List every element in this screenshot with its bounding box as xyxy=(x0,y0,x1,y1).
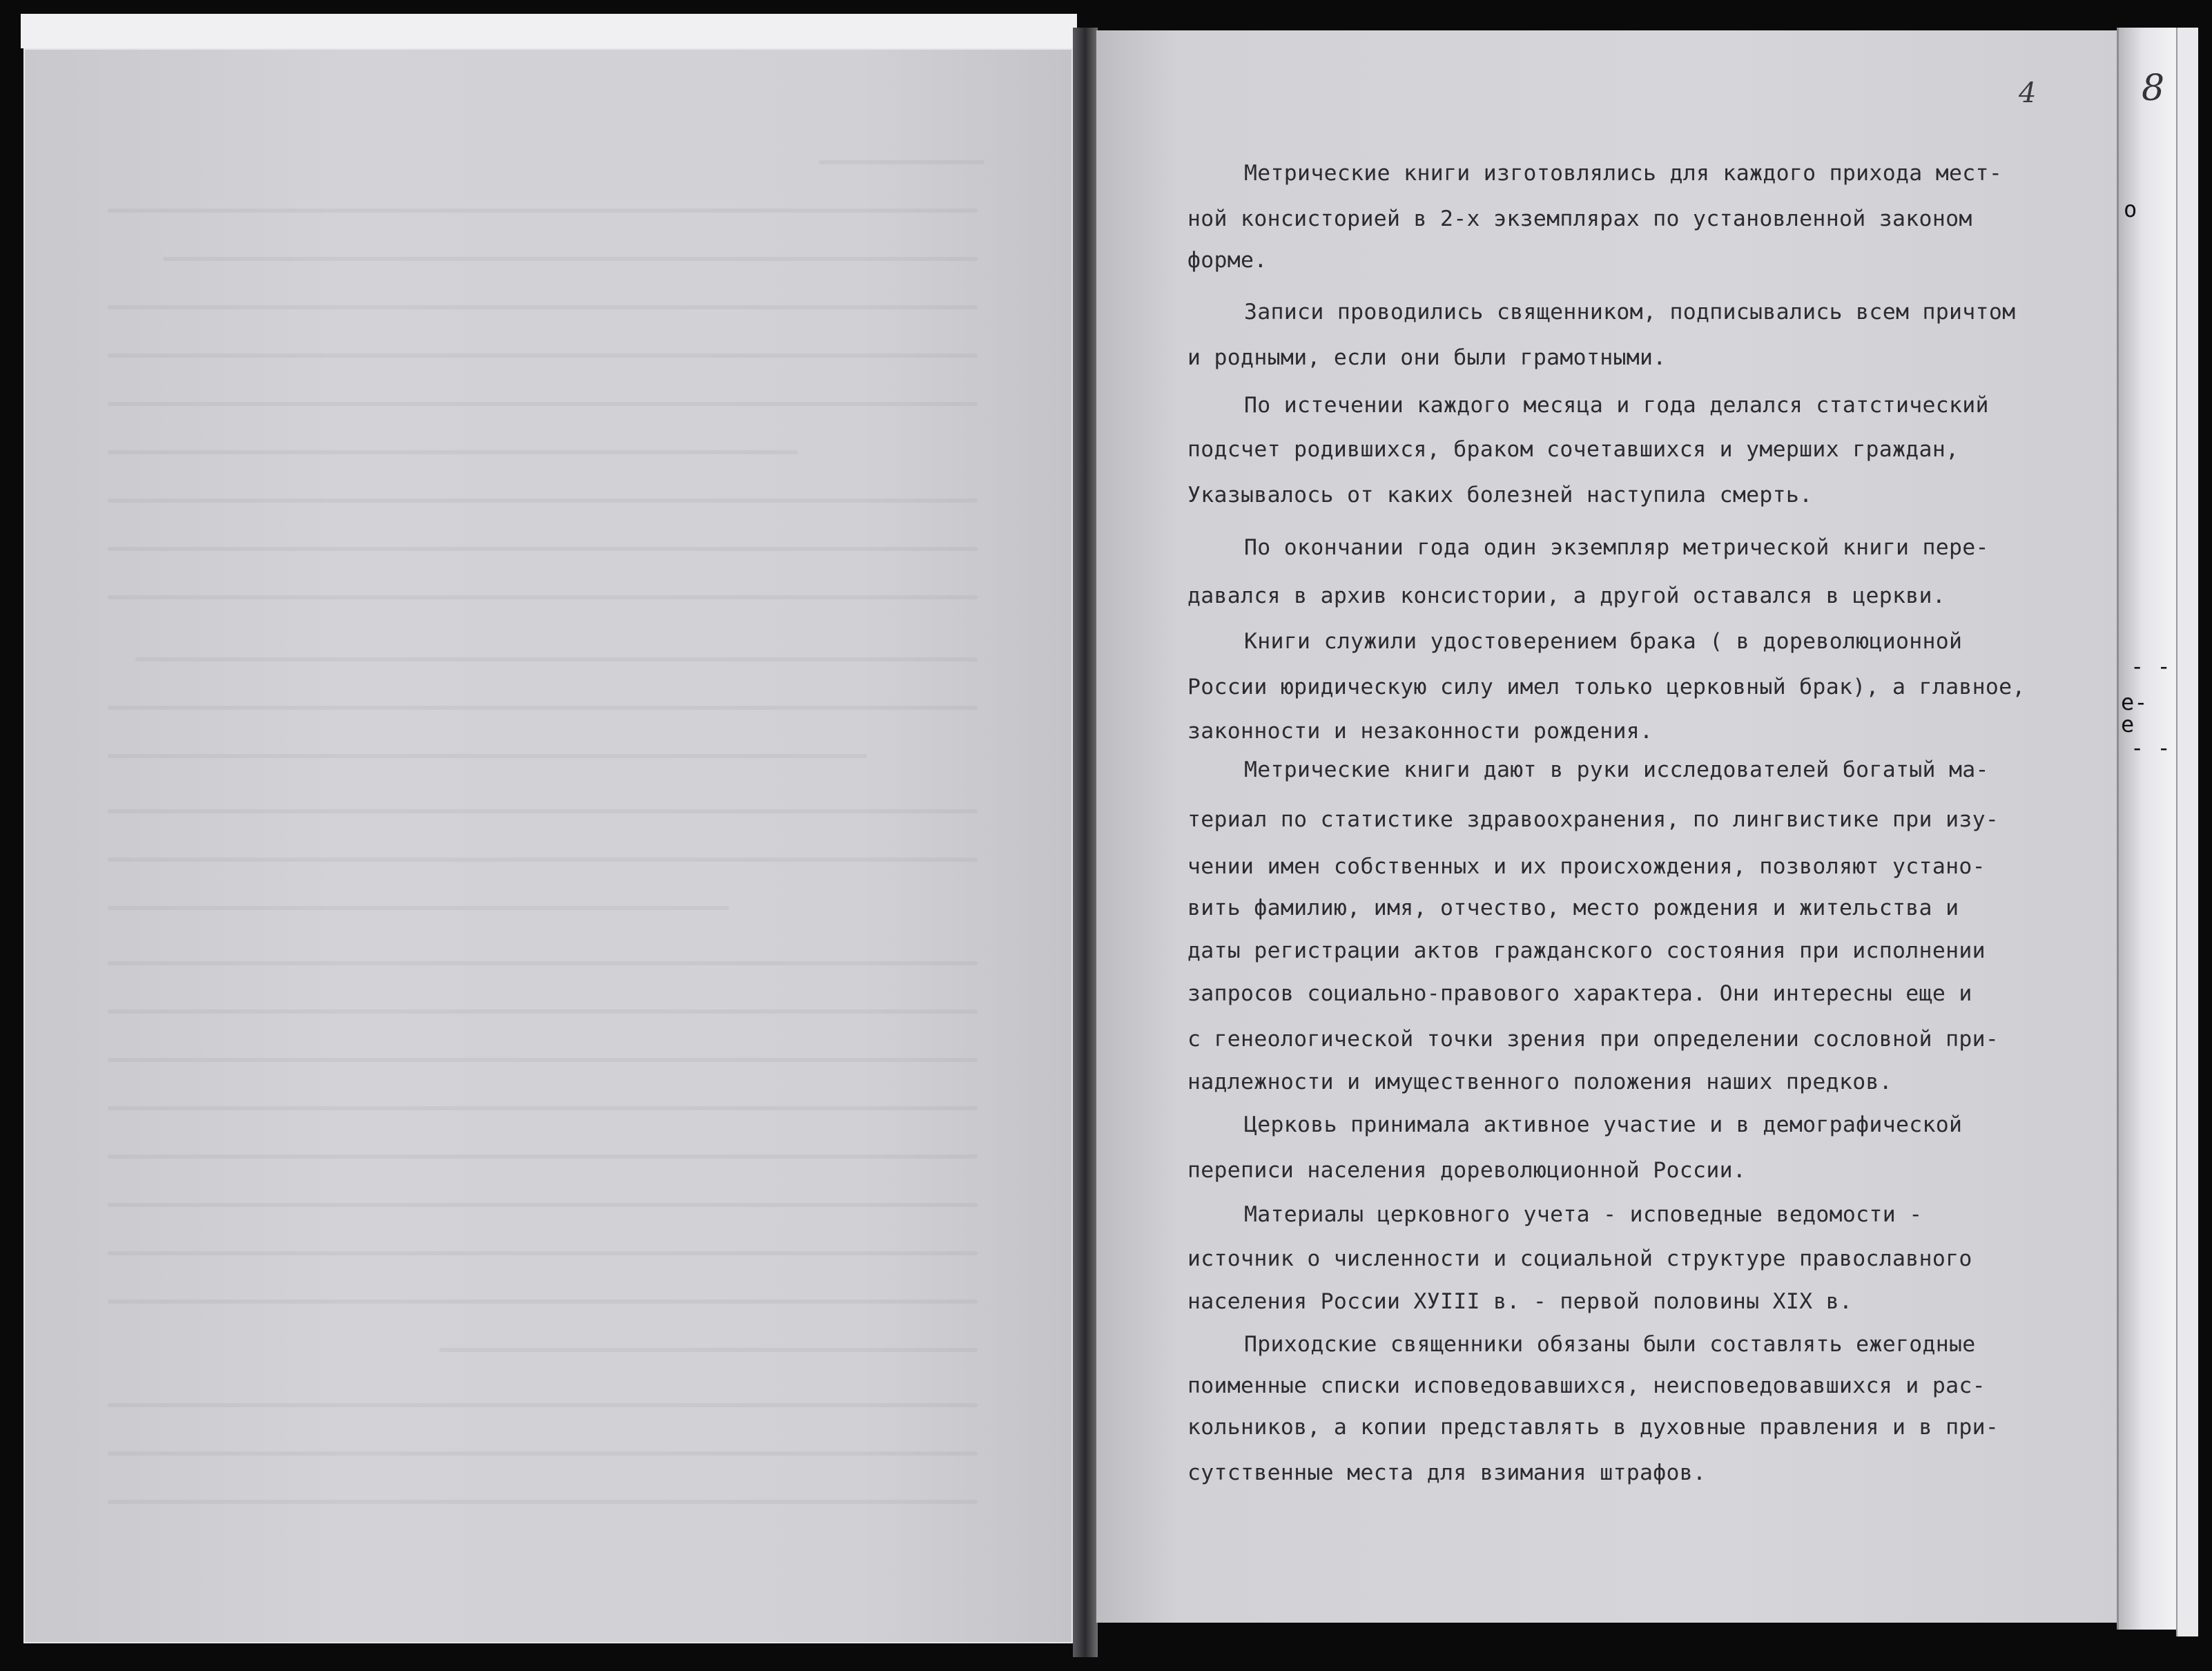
text-line: России юридическую силу имел только церковный брак), а главное, xyxy=(1187,675,2026,699)
text-line: Церковь принимала активное участие и в демографической xyxy=(1244,1112,1963,1137)
page-number: 4 xyxy=(2019,77,2037,109)
margin-mark: о xyxy=(2124,196,2137,222)
text-line: Материалы церковного учета - исповедные ведомости - xyxy=(1244,1202,1923,1227)
text-line: териал по статистике здравоохранения, по лингвистике при изу- xyxy=(1187,807,1999,832)
text-line: переписи населения дореволюционной России. xyxy=(1187,1158,1747,1183)
typed-text-block xyxy=(1187,0,2113,1671)
text-line: чении имен собственных и их происхождения, позволяют устано- xyxy=(1187,854,1986,879)
left-page-top-edge xyxy=(21,14,1077,48)
text-line: Книги служили удостоверением брака ( в дореволюционной xyxy=(1244,629,1963,654)
text-line: Записи проводились священником, подписывались всем причтом xyxy=(1244,300,2016,325)
left-facing-page xyxy=(23,48,1073,1643)
text-line: вить фамилию, имя, отчество, место рождения и жительства и xyxy=(1187,896,1959,920)
text-line: поименные списки исповедовавшихся, неисповедовавшихся и рас- xyxy=(1187,1373,1986,1398)
text-line: источник о численности и социальной структуре православного xyxy=(1187,1246,1972,1271)
page-gutter xyxy=(1073,28,1098,1657)
underlying-sheet-edge-2 xyxy=(2176,28,2198,1636)
text-line: сутственные места для взимания штрафов. xyxy=(1187,1460,1707,1485)
text-line: давался в архив консистории, а другой оставался в церкви. xyxy=(1187,583,1946,608)
text-line: Приходские священники обязаны были составлять ежегодные xyxy=(1244,1332,1976,1357)
text-line: запросов социально-правового характера. Они интересны еще и xyxy=(1187,981,1972,1006)
margin-mark: - - xyxy=(2131,653,2171,679)
margin-mark: - - xyxy=(2131,735,2171,761)
text-line: надлежности и имущественного положения наших предков. xyxy=(1187,1070,1893,1094)
text-line: населения России ХУIII в. - первой половины XIX в. xyxy=(1187,1289,1853,1314)
text-line: ной консисторией в 2-х экземплярах по установленной законом xyxy=(1187,206,1972,231)
margin-mark: е- xyxy=(2121,689,2148,715)
margin-mark: е xyxy=(2121,711,2135,737)
text-line: кольников, а копии представлять в духовные правления и в при- xyxy=(1187,1415,1999,1440)
text-line: даты регистрации актов гражданского состояния при исполнении xyxy=(1187,938,1986,963)
text-line: законности и незаконности рождения. xyxy=(1187,719,1653,744)
text-line: и родными, если они были грамотными. xyxy=(1187,345,1667,370)
text-line: Указывалось от каких болезней наступила смерть. xyxy=(1187,483,1813,508)
text-line: Метрические книги дают в руки исследователей богатый ма- xyxy=(1244,757,1989,782)
underlying-sheet-edge xyxy=(2117,28,2178,1630)
text-line: По истечении каждого месяца и года делался статстический xyxy=(1244,393,1989,418)
text-line: Метрические книги изготовлялись для каждого прихода мест- xyxy=(1244,161,2003,186)
sheet-number: 8 xyxy=(2142,68,2165,109)
text-line: подсчет родившихся, браком сочетавшихся и умерших граждан, xyxy=(1187,437,1959,462)
text-line: По окончании года один экземпляр метрической книги пере- xyxy=(1244,535,1989,560)
text-line: с генеологической точки зрения при определении сословной при- xyxy=(1187,1027,1999,1052)
text-line: форме. xyxy=(1187,248,1268,273)
